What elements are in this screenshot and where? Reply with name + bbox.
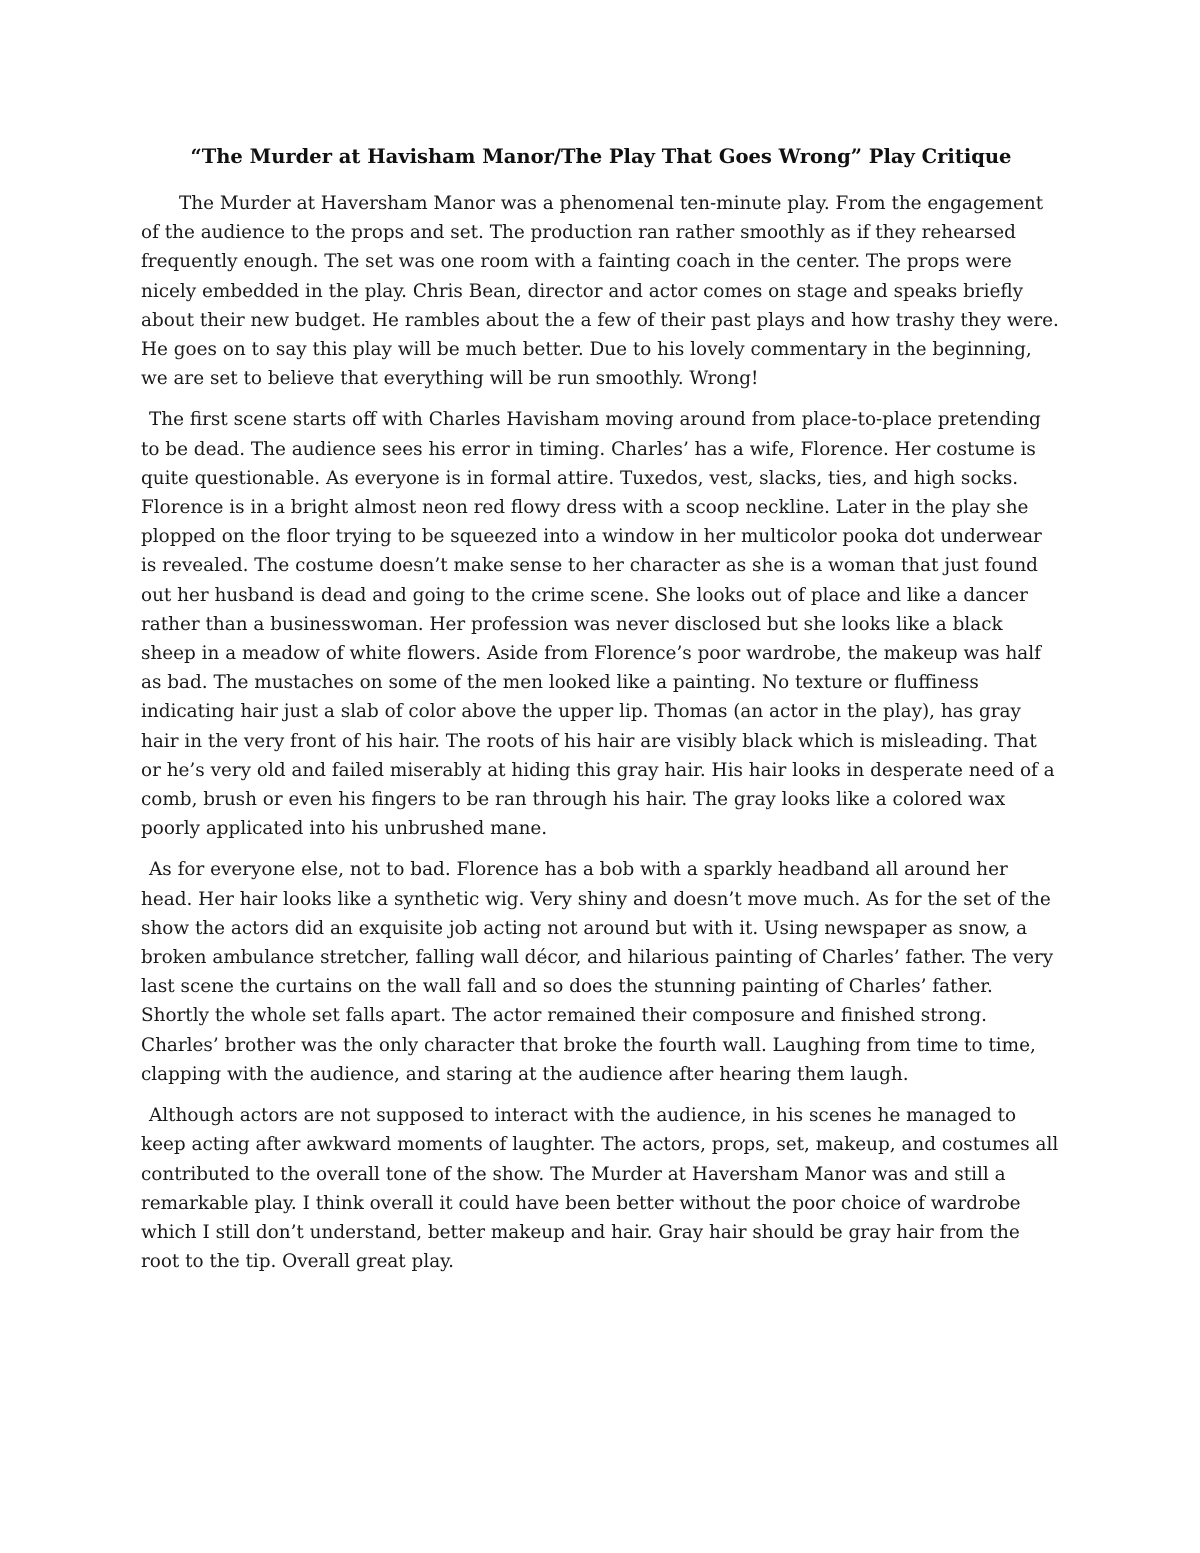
paragraph-set-and-hair: As for everyone else, not to bad. Florence has a bob with a sparkly headband all around her head. Her hair looks like a synthetic wig. Very shiny and doesn’t move much. As for the set of the show the actors did an exquisite job acting not around but with it. Using newspaper as snow, a broken ambulance stretcher, falling wall décor, and hilarious painting of Charles’ father. The very last scene the curtains on the wall fall and so does the stunning painting of Charles’ father. Shortly the whole set falls apart. The actor remained their composure and finished strong. Charles’ brother was the only character that broke the fourth wall. Laughing from time to time, clapping with the audience, and staring at the audience after hearing them laugh. bbox=[141, 859, 1054, 1085]
document-body bbox=[141, 142, 1061, 1288]
paragraph-conclusion: Although actors are not supposed to interact with the audience, in his scenes he managed to keep acting after awkward moments of laughter. The actors, props, set, makeup, and costumes all contributed to the overall tone of the show. The Murder at Haversham Manor was and still a remarkable play. I think overall it could have been better without the poor choice of wardrobe which I still don’t understand, better makeup and hair. Gray hair should be gray hair from the root to the tip. Overall great play. bbox=[141, 1105, 1059, 1273]
paragraph-first-scene: The first scene starts off with Charles Havisham moving around from place-to-place pretending to be dead. The audience sees his error in timing. Charles’ has a wife, Florence. Her costume is quite questionable. As everyone is in formal attire. Tuxedos, vest, slacks, ties, and high socks. Florence is in a bright almost neon red flowy dress with a scoop neckline. Later in the play she plopped on the floor trying to be squeezed into a window in her multicolor pooka dot underwear is revealed. The costume doesn’t make sense to her character as she is a woman that just found out her husband is dead and going to the crime scene. She looks out of place and like a dancer rather than a businesswoman. Her profession was never disclosed but she looks like a black sheep in a meadow of white flowers. Aside from Florence’s poor wardrobe, the makeup was half as bad. The mustaches on some of the men looked like a painting. No texture or fluffiness indicating hair just a slab of color above the upper lip. Thomas (an actor in the play), has gray hair in the very front of his hair. The roots of his hair are visibly black which is misleading. That or he’s very old and failed miserably at hiding this gray hair. His hair looks in desperate need of a comb, brush or even his fingers to be ran through his hair. The gray looks like a colored wax poorly applicated into his unbrushed mane. bbox=[141, 409, 1055, 840]
document-title: “The Murder at Havisham Manor/The Play That Goes Wrong” Play Critique bbox=[190, 145, 1012, 168]
paragraph-introduction: The Murder at Haversham Manor was a phenomenal ten-minute play. From the engagement of the audience to the props and set. The production ran rather smoothly as if they rehearsed frequently enough. The set was one room with a fainting coach in the center. The props were nicely embedded in the play. Chris Bean, director and actor comes on stage and speaks briefly about their new budget. He rambles about the a few of their past plays and how trashy they were. He goes on to say this play will be much better. Due to his lovely commentary in the beginning, we are set to believe that everything will be run smoothly. Wrong! bbox=[141, 193, 1059, 390]
